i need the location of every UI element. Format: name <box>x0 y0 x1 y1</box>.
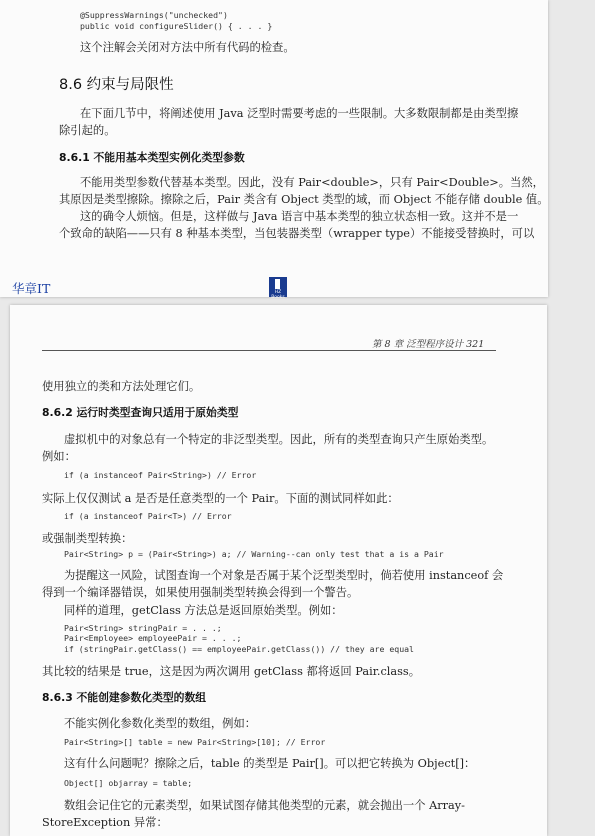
paragraph-line: 这个注解会关闭对方法中所有代码的检查。 <box>80 41 295 54</box>
paragraph-line: 这的确令人烦恼。但是，这样做与 Java 语言中基本类型的独立状态相一致。这并不是一 <box>80 210 519 223</box>
watermark-text: 华章IT <box>12 281 51 296</box>
paragraph-line: 或强制类型转换： <box>42 532 133 545</box>
paragraph-line: 实际上仅仅测试 a 是否是任意类型的一个 Pair。下面的测试同样如此： <box>42 492 399 505</box>
paragraph-line: StoreException 异常： <box>42 816 168 829</box>
code-line: Object[] objarray = table; <box>64 778 193 788</box>
paragraph-line: 例如： <box>42 450 76 463</box>
paragraph-line: 其原因是类型擦除。擦除之后，Pair 类含有 Object 类型的域，而 Object 不能存储 double 值。 <box>59 193 549 206</box>
paragraph-line: 除引起的。 <box>59 124 116 137</box>
paragraph-line: 使用独立的类和方法处理它们。 <box>42 380 201 393</box>
paragraph-line: 在下面几节中，将阐述使用 Java 泛型时需要考虑的一些限制。大多数限制都是由类型擦 <box>80 107 519 120</box>
code-line: Pair<String> stringPair = . . .; <box>64 623 222 633</box>
code-line: Pair<Employee> employeePair = . . .; <box>64 633 242 643</box>
paragraph-line: 个致命的缺陷——只有 8 种基本类型，当包装器类型（wrapper type）不能接受替换时，可以 <box>59 227 535 240</box>
running-header: 第 8 章 泛型程序设计 321 <box>372 339 485 350</box>
page-top <box>0 0 549 300</box>
code-line: @SuppressWarnings("unchecked") <box>80 10 228 20</box>
header-rule <box>42 350 496 351</box>
code-line: if (stringPair.getClass() == employeePair.getClass()) // they are equal <box>64 644 414 654</box>
paragraph-line: 为提醒这一风险，试图查询一个对象是否属于某个泛型类型时，倘若使用 instanceof 会 <box>64 569 504 582</box>
subsection-title: 8.6.3 不能创建参数化类型的数组 <box>42 691 207 704</box>
section-title: 8.6 约束与局限性 <box>59 77 174 93</box>
paragraph-line: 其比较的结果是 true，这是因为两次调用 getClass 都将返回 Pair.class。 <box>42 665 421 678</box>
paragraph-line: 不能实例化参数化类型的数组，例如： <box>64 717 257 730</box>
paragraph-line: 虚拟机中的对象总有一个特定的非泛型类型。因此，所有的类型查询只产生原始类型。 <box>64 433 494 446</box>
code-line: if (a instanceof Pair<T>) // Error <box>64 511 232 521</box>
subsection-title: 8.6.2 运行时类型查询只适用于原始类型 <box>42 406 239 419</box>
code-line: Pair<String> p = (Pair<String>) a; // Warning--can only test that a is a Pair <box>64 549 444 559</box>
paragraph-line: 得到一个编译器错误，如果使用强制类型转换会得到一个警告。 <box>42 586 359 599</box>
paragraph-line: 不能用类型参数代替基本类型。因此，没有 Pair<double>，只有 Pair<Double>。当然， <box>80 176 544 189</box>
paragraph-line: 同样的道理，getClass 方法总是返回原始类型。例如： <box>64 604 343 617</box>
logo-label: HZ Books <box>271 290 285 300</box>
page-bottom <box>10 305 547 836</box>
paragraph-line: 这有什么问题呢？擦除之后，table 的类型是 Pair[]。可以把它转换为 Object[]： <box>64 757 476 770</box>
paragraph-line: 数组会记住它的元素类型，如果试图存储其他类型的元素，就会抛出一个 Array- <box>64 799 465 812</box>
code-line: public void configureSlider() { . . . } <box>80 21 273 31</box>
code-line: Pair<String>[] table = new Pair<String>[10]; // Error <box>64 737 326 747</box>
subsection-title: 8.6.1 不能用基本类型实例化类型参数 <box>59 151 245 164</box>
code-line: if (a instanceof Pair<String>) // Error <box>64 470 257 480</box>
publisher-logo-icon <box>269 277 287 300</box>
